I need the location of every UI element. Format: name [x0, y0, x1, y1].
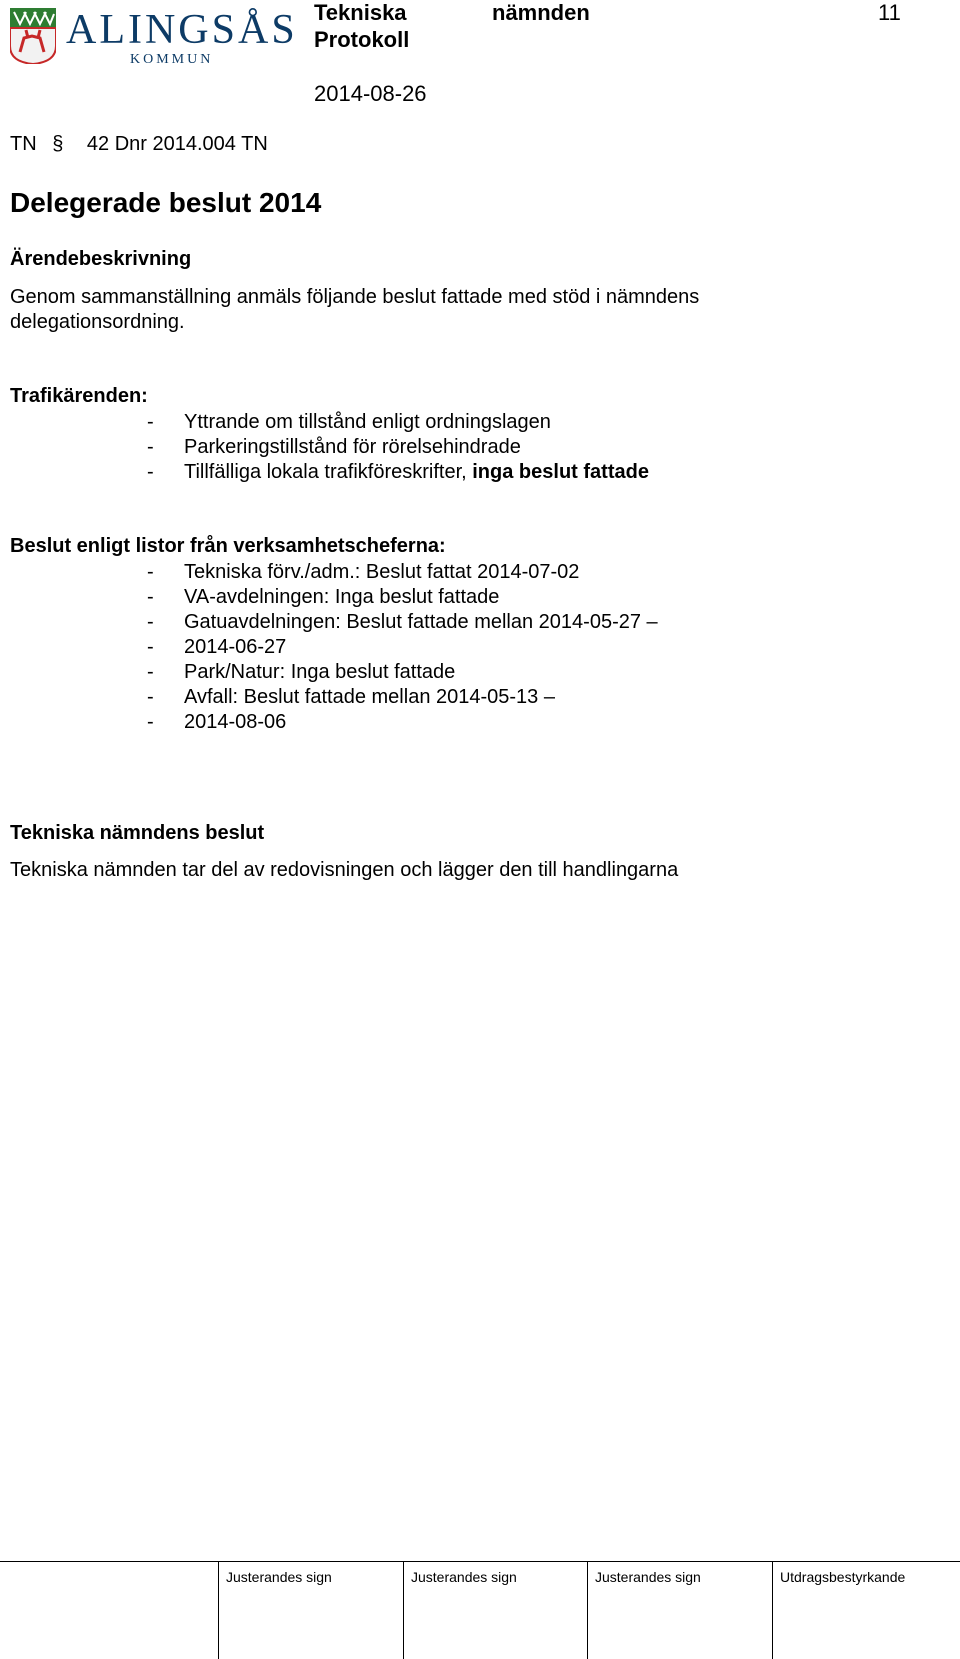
list-item-emphasis: inga beslut fattade — [472, 461, 649, 483]
signature-cell: Justerandes sign — [411, 1569, 517, 1585]
footer-rule — [0, 1561, 960, 1562]
manager-lists-heading: Beslut enligt listor från verksamhetscheferna: — [10, 535, 446, 557]
signature-cell: Justerandes sign — [595, 1569, 701, 1585]
page-title: Delegerade beslut 2014 — [10, 187, 322, 218]
list-item — [184, 461, 649, 484]
signature-cell: Justerandes sign — [226, 1569, 332, 1585]
committee-word2: nämnden — [492, 0, 590, 25]
case-description-line1: Genom sammanställning anmäls följande beslut fattade med stöd i nämndens — [10, 286, 700, 308]
list-bullet: - — [147, 411, 154, 433]
footer-divider — [403, 1561, 404, 1659]
list-item: Gatuavdelningen: Beslut fattade mellan 2014-05-27 – — [184, 611, 658, 633]
case-description-heading: Ärendebeskrivning — [10, 248, 192, 270]
paragraph-reference — [10, 133, 268, 156]
list-item: Park/Natur: Inga beslut fattade — [184, 661, 456, 683]
list-item: 2014-08-06 — [184, 711, 287, 733]
list-bullet: - — [147, 461, 154, 483]
decision-text: Tekniska nämnden tar del av redovisningen och lägger den till handlingarna — [10, 859, 679, 881]
footer-divider — [772, 1561, 773, 1659]
list-bullet: - — [147, 686, 154, 708]
certification-cell: Utdragsbestyrkande — [780, 1569, 906, 1585]
logo-subtitle: KOMMUN — [130, 52, 214, 67]
list-bullet: - — [147, 586, 154, 608]
footer-divider — [587, 1561, 588, 1659]
section-sign: § — [52, 133, 64, 155]
list-bullet: - — [147, 611, 154, 633]
logo-wordmark: ALINGSÅS — [66, 7, 298, 53]
ref-prefix: TN — [10, 133, 37, 155]
meeting-date: 2014-08-26 — [314, 81, 427, 106]
list-item: Parkeringstillstånd för rörelsehindrade — [184, 436, 521, 458]
list-bullet: - — [147, 661, 154, 683]
list-item: Tekniska förv./adm.: Beslut fattat 2014-07-02 — [184, 561, 580, 583]
list-item-text: Tillfälliga lokala trafikföreskrifter, — [184, 461, 473, 483]
ref-number: 42 Dnr 2014.004 TN — [86, 133, 268, 155]
list-bullet: - — [147, 711, 154, 733]
list-bullet: - — [147, 561, 154, 583]
coat-of-arms-icon — [10, 8, 56, 64]
list-item: Avfall: Beslut fattade mellan 2014-05-13 – — [184, 686, 555, 708]
case-description-line2: delegationsordning. — [10, 311, 185, 333]
alingsas-logo — [10, 6, 298, 70]
list-item: 2014-06-27 — [184, 636, 287, 658]
list-bullet: - — [147, 636, 154, 658]
committee-word1: Tekniska — [314, 0, 407, 25]
list-item: Yttrande om tillstånd enligt ordningslagen — [184, 411, 551, 433]
footer-divider — [218, 1561, 219, 1659]
traffic-heading: Trafikärenden: — [10, 385, 148, 407]
list-bullet: - — [147, 436, 154, 458]
page-number: 11 — [878, 0, 901, 25]
decision-heading: Tekniska nämndens beslut — [10, 822, 265, 844]
list-item: VA-avdelningen: Inga beslut fattade — [184, 586, 500, 608]
doc-type: Protokoll — [314, 27, 410, 52]
